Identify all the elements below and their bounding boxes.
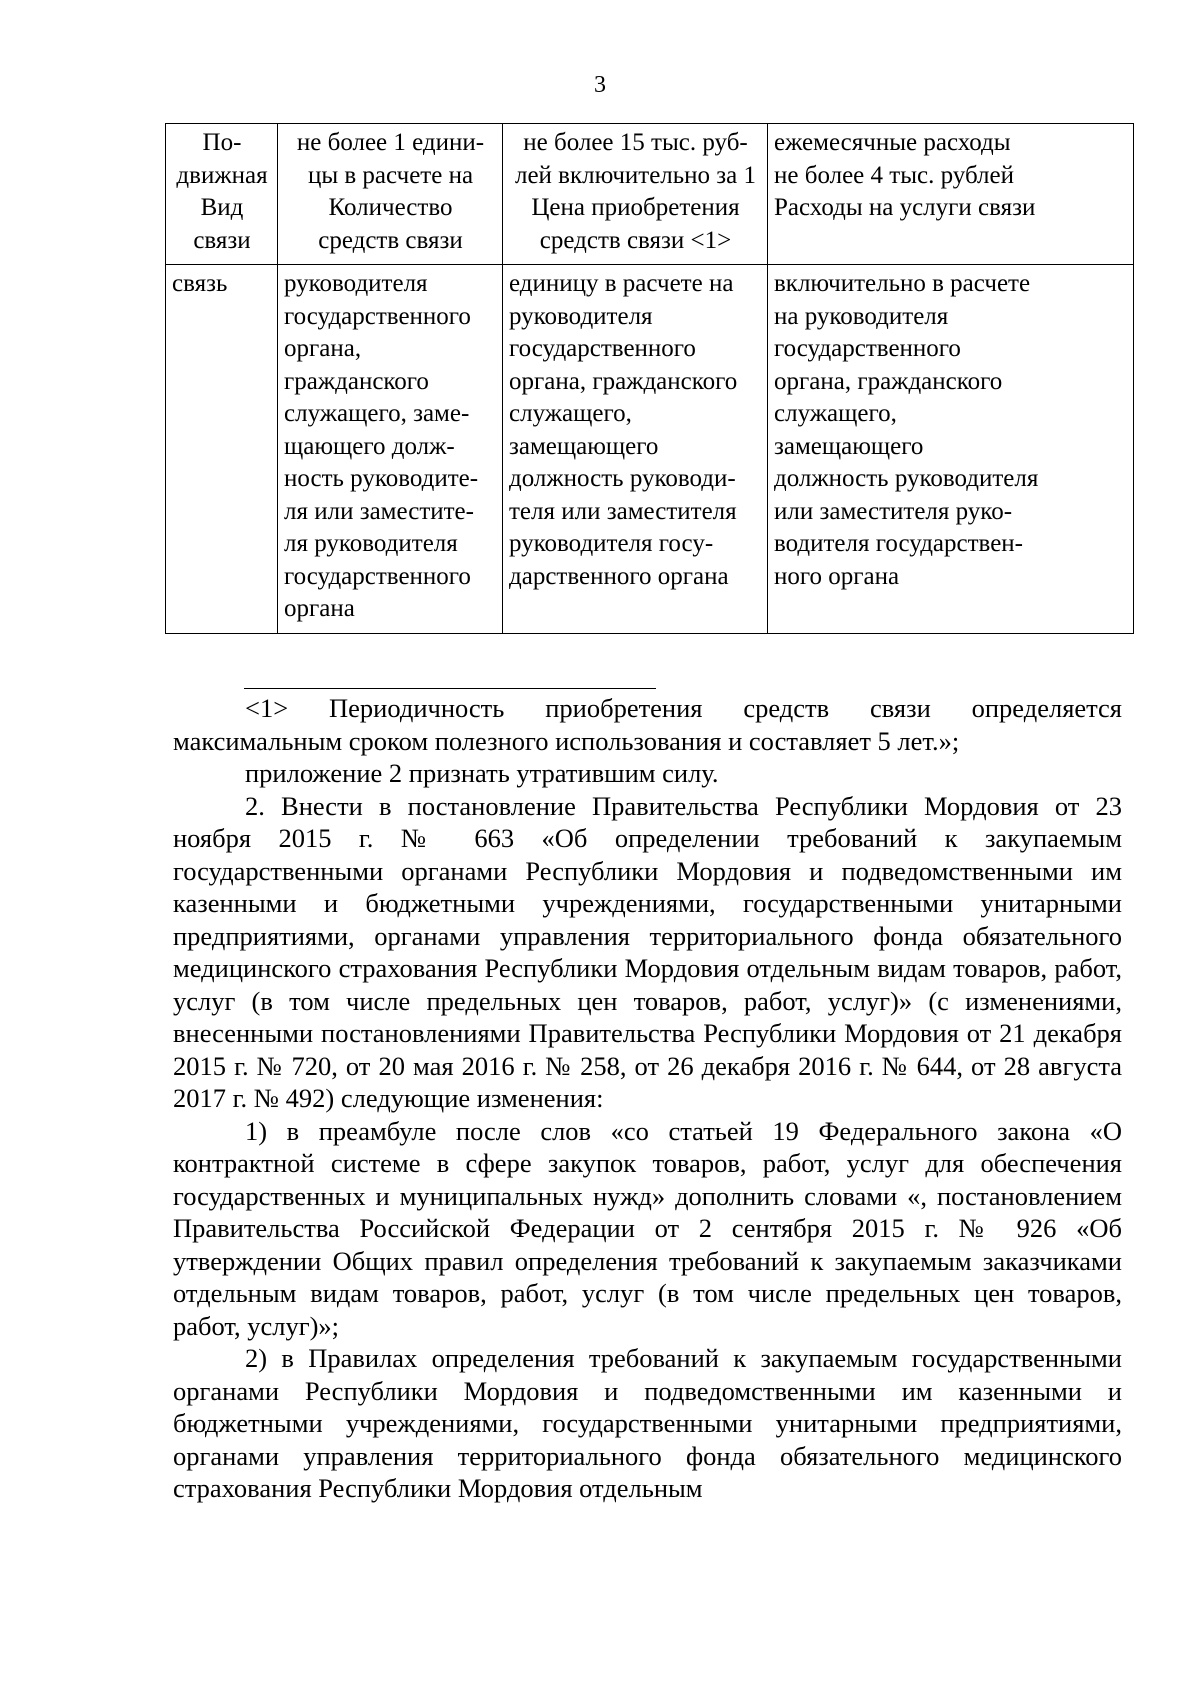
table-cell-quantity: не более 1 едини- цы в расчете на Количество средств связи [278,124,503,265]
paragraph: 2) в Правилах определения требований к закупаемым государственными органами Республики Мордовия и подведомственными им казенными и бюджетными учреждениями, государственными унитарными предприятиями, органами управления территориального фонда обязательного медицинского страхования Республики Мордовия отдельным [173,1343,1122,1503]
paragraph: 1) в преамбуле после слов «со статьей 19 Федерального закона «О контрактной системе в сфере закупок товаров, работ, услуг для обеспечения государственных и муниципальных нужд» дополнить словами «, постановлением Правительства Российской Федерации от 2 сентября 2015 г. № 926 «Об утверждении Общих правил определения требований к закупаемым заказчиками отдельным видам товаров, работ, услуг (в том числе предельных цен товаров, работ, услуг)»; [173,1115,1122,1341]
table-cell: связь [166,265,278,634]
table-cell-expenses: ежемесячные расходы не более 4 тыс. рублей Расходы на услуги связи [768,124,1134,265]
table-cell-type: По- движная Вид связи [166,124,278,265]
footnote-text: <1> Периодичность приобретения средств связи определяется максимальным сроком полезного использования и составляет 5 лет.»; [173,693,1122,756]
table-cell: единицу в расчете на руководителя государственного органа, гражданского служащего, замещающего должность руководи- теля или заместителя руководителя госу- дарственного органа [503,265,768,634]
table-cell: руководителя государственного органа, гражданского служащего, заме- щающего долж- ность руководите- ля или заместите- ля руководителя государственного органа [278,265,503,634]
paragraph: приложение 2 признать утратившим силу. [245,758,719,788]
body-text [173,692,1122,1505]
table-row [166,265,1134,634]
paragraph: 2. Внести в постановление Правительства Республики Мордовия от 23 ноября 2015 г. № 663 «Об определении требований к закупаемым государственными органами Республики Мордовия и подведомственными им казенными и бюджетными учреждениями, государственными унитарными предприятиями, органами управления территориального фонда обязательного медицинского страхования Республики Мордовия отдельным видам товаров, работ, услуг (в том числе предельных цен товаров, работ, услуг)» (с изменениями, внесенными постановлениями Правительства Республики Мордовия от 21 декабря 2015 г. № 720, от 20 мая 2016 г. № 258, от 26 декабря 2016 г. № 644, от 28 августа 2017 г. № 492) следующие изменения: [173,790,1122,1113]
table-header-row [166,124,1134,265]
table-cell: включительно в расчете на руководителя государственного органа, гражданского служащего, замещающего должность руководителя или заместителя руко- водителя государствен- ного органа [768,265,1134,634]
footnote-divider [244,688,656,689]
table-cell-price: не более 15 тыс. руб- лей включительно за 1 Цена приобретения средств связи <1> [503,124,768,265]
communication-requirements-table [165,123,1134,634]
page-number: 3 [594,72,606,98]
